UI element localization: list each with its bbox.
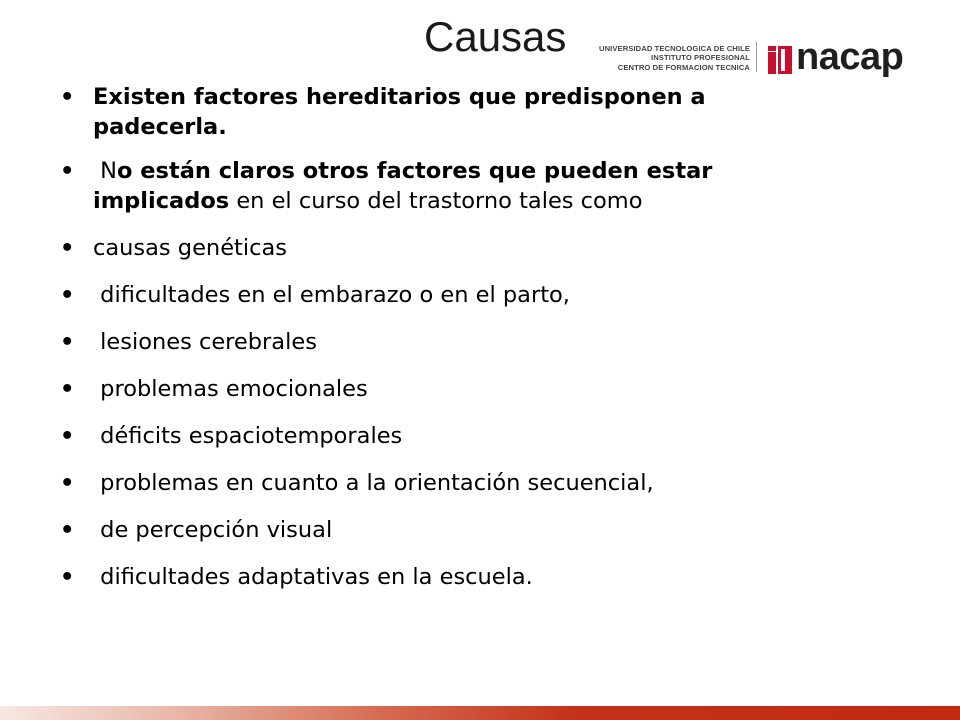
bullet-text [93, 468, 940, 498]
institution-text [594, 44, 750, 72]
bullet-symbol: • [60, 517, 75, 543]
bullet-item [60, 468, 940, 498]
bullet-text-value: problemas emocionales [100, 376, 368, 402]
inacap-i-mark-icon [768, 46, 792, 74]
bullet-symbol: • [60, 235, 75, 261]
bullet-symbol: • [60, 158, 75, 184]
bullet-item [60, 327, 940, 357]
institution-line-1: UNIVERSIDAD TECNOLOGICA DE CHILE [598, 44, 750, 53]
bullet-item [60, 421, 940, 451]
bullet-item [60, 374, 940, 404]
bullet-item [60, 280, 940, 310]
bullet-text-lead: N [100, 158, 117, 184]
bullet-text-bold: o están claros otros factores que pueden estar [117, 158, 713, 184]
bullet-text-value: dificultades en el embarazo o en el parto, [100, 282, 570, 308]
bullet-text-value: problemas en cuanto a la orientación secuencial, [100, 470, 654, 496]
bullet-list [60, 82, 940, 592]
bullet-text [93, 374, 940, 404]
bullet-symbol: • [60, 329, 75, 355]
bullet-symbol: • [60, 470, 75, 496]
bullet-text-value: lesiones cerebrales [100, 329, 317, 355]
bullet-symbol: • [60, 84, 75, 110]
bullet-text-rest: en el curso del trastorno tales como [229, 188, 643, 214]
institution-line-3: CENTRO DE FORMACION TECNICA [617, 62, 750, 72]
bullet-text [93, 280, 940, 310]
bullet-text: Existen factores hereditarios que predisponen a [93, 84, 706, 110]
bullet-symbol: • [60, 423, 75, 449]
bullet-text-continued [93, 186, 940, 216]
bullet-item [60, 562, 940, 592]
bullet-symbol: • [60, 564, 75, 590]
bullet-text: causas genéticas [93, 235, 287, 261]
bullet-text-value: déficits espaciotemporales [100, 423, 403, 449]
bullet-item [60, 156, 940, 216]
institution-line-2: INSTITUTO PROFESIONAL [651, 53, 750, 63]
slide-title: Causas [424, 13, 567, 60]
bullet-text-value: de percepción visual [100, 517, 333, 543]
bullet-symbol: • [60, 282, 75, 308]
footer-accent-bar [0, 706, 960, 720]
bullet-text [93, 156, 940, 186]
inacap-logo [768, 38, 908, 80]
bullet-text [93, 515, 940, 545]
bullet-item [60, 515, 940, 545]
bullet-text [93, 562, 940, 592]
bullet-item [60, 82, 940, 142]
bullet-text-value: dificultades adaptativas en la escuela. [100, 564, 533, 590]
logo-wordmark: nacap [796, 36, 904, 78]
logo-divider [756, 42, 757, 72]
bullet-text-bold: implicados [93, 188, 230, 214]
bullet-text [93, 421, 940, 451]
bullet-text-continued: padecerla. [93, 114, 227, 140]
bullet-symbol: • [60, 376, 75, 402]
bullet-text [93, 327, 940, 357]
bullet-item [60, 233, 940, 263]
